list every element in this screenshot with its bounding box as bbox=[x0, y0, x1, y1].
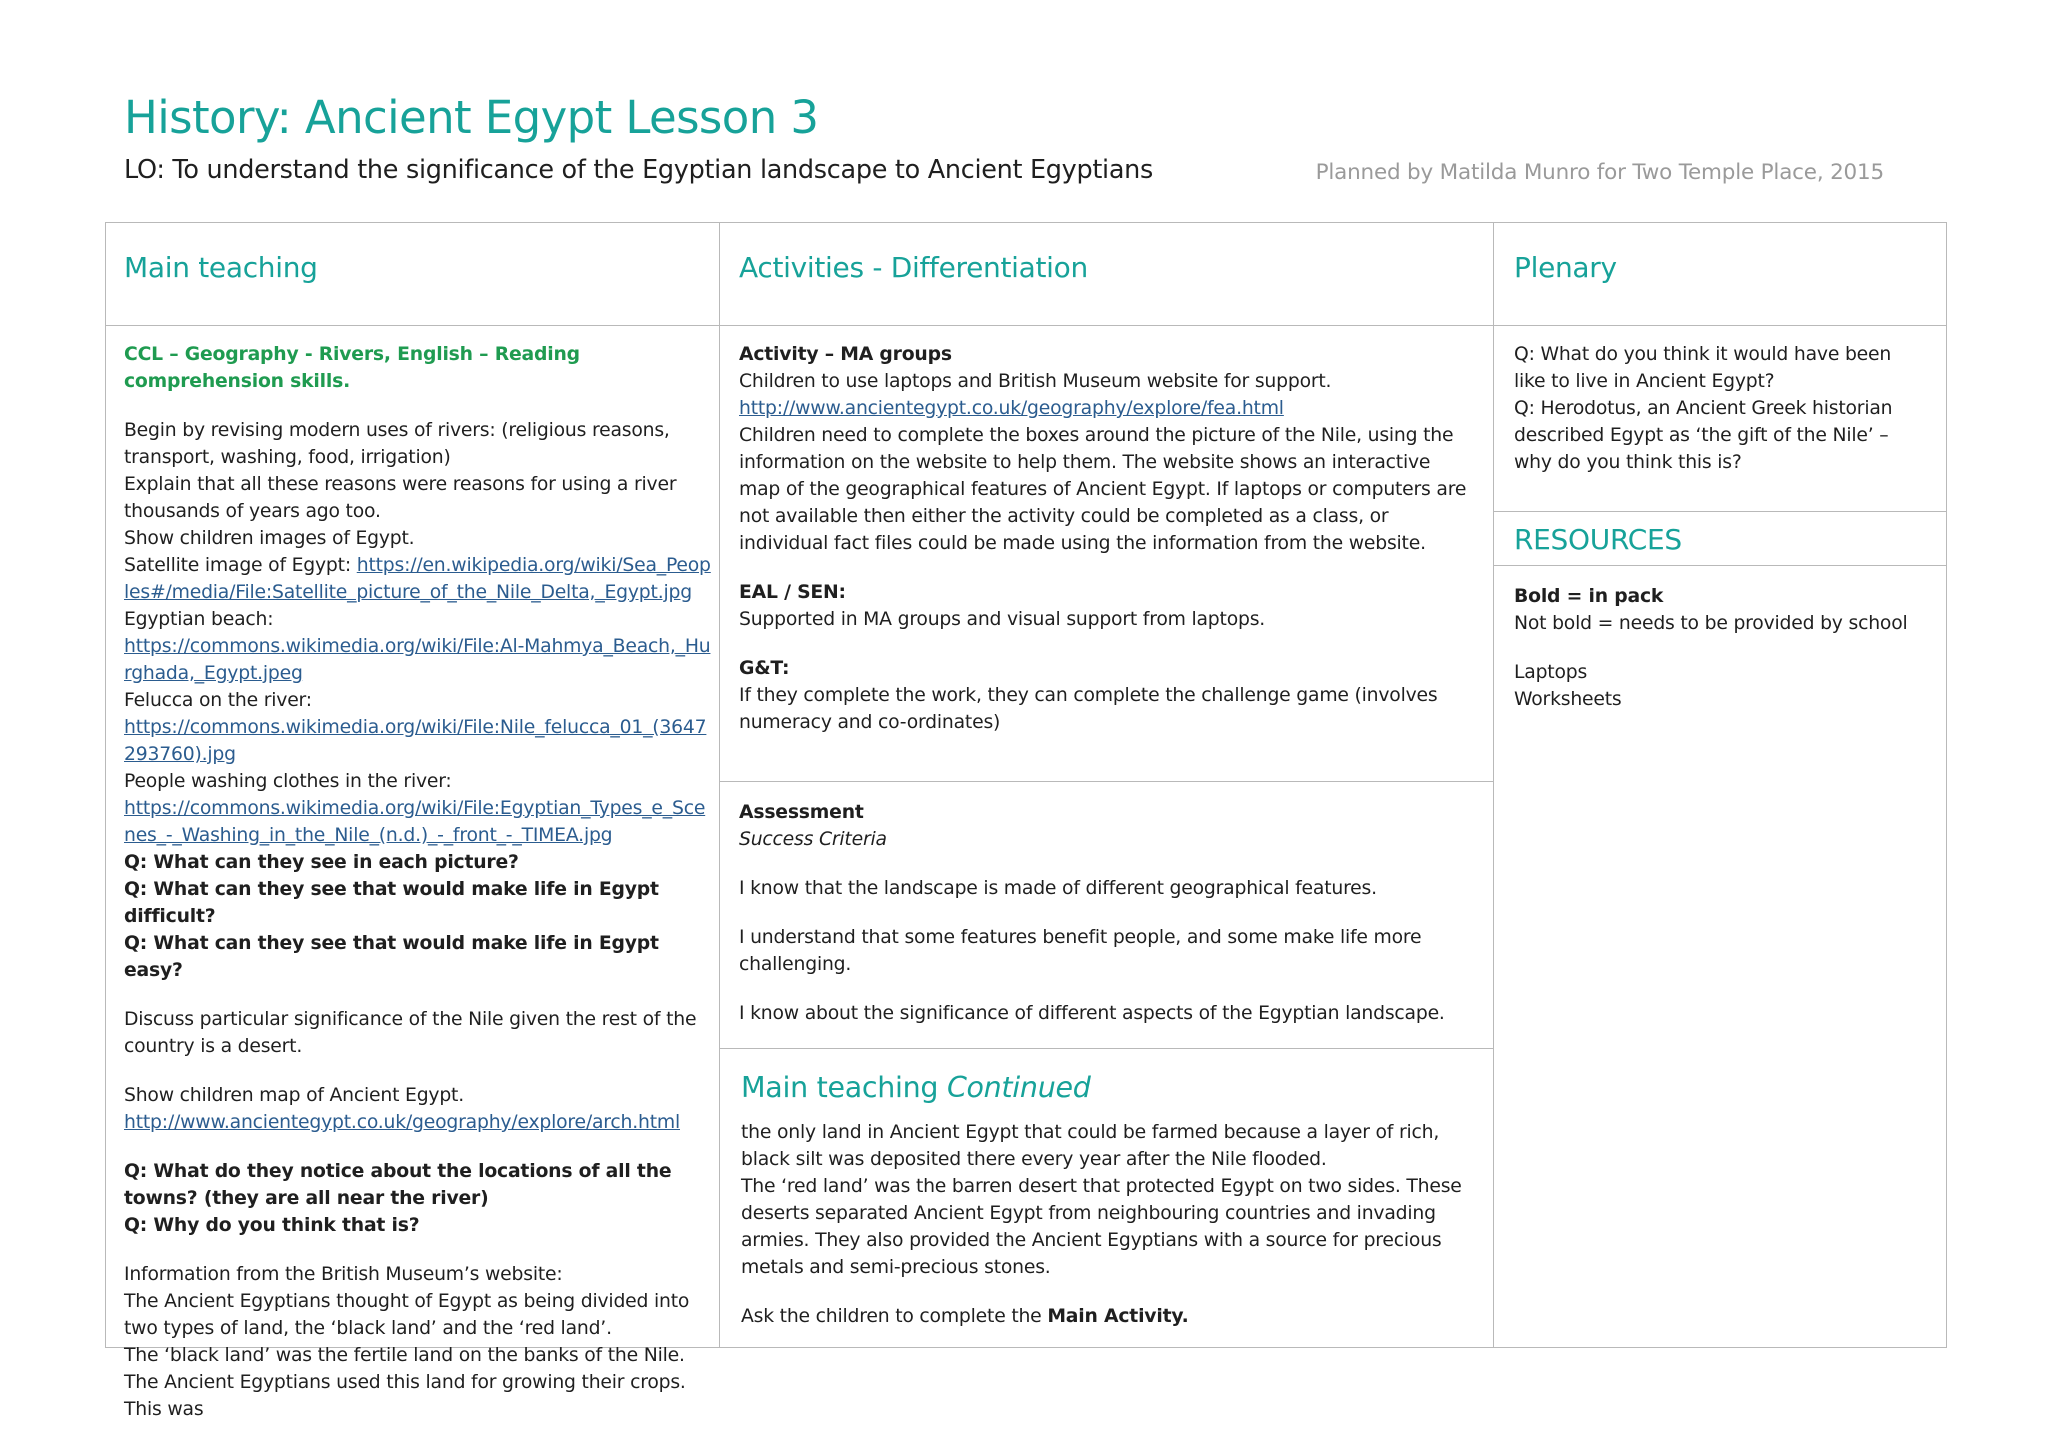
plenary-question: Q: Herodotus, an Ancient Greek historian described Egypt as ‘the gift of the Nile’ – why do you think this is? bbox=[1514, 398, 1893, 473]
resources-bottom-divider bbox=[1493, 565, 1947, 566]
main-teaching-heading: Main teaching bbox=[124, 251, 318, 284]
column-divider bbox=[719, 222, 720, 1348]
question: Q: What can they see that would make life in Egypt difficult? bbox=[124, 879, 659, 927]
continued-paragraph: The ‘red land’ was the barren desert that protected Egypt on two sides. These deserts separated Ancient Egypt from neighbouring countries and invading armies. They also provided the Ancient Egyptians with a source for precious metals and semi-precious stones. bbox=[741, 1176, 1462, 1278]
success-criteria-label: Success Criteria bbox=[739, 829, 887, 850]
question: Q: Why do you think that is? bbox=[124, 1215, 420, 1236]
main-paragraph: The ‘black land’ was the fertile land on the banks of the Nile. The Ancient Egyptians used this land for growing their crops. This was bbox=[124, 1345, 686, 1420]
continued-content bbox=[741, 1119, 1476, 1330]
continued-paragraph: Ask the children to complete the Main Activity. bbox=[741, 1306, 1189, 1327]
main-paragraph: Discuss particular significance of the Nile given the rest of the country is a desert. bbox=[124, 1009, 697, 1057]
success-criterion: I know that the landscape is made of different geographical features. bbox=[739, 878, 1377, 899]
beach-image-link[interactable]: https://commons.wikimedia.org/wiki/File:Al-Mahmya_Beach,_Hurghada,_Egypt.jpeg bbox=[124, 636, 711, 684]
activity-heading: Activity – MA groups bbox=[739, 344, 952, 365]
satellite-image-link[interactable]: https://en.wikipedia.org/wiki/Sea_Peoples#/media/File:Satellite_picture_of_the_Nile_Delta,_Egypt.jpg bbox=[124, 555, 711, 603]
main-paragraph: Information from the British Museum’s website: bbox=[124, 1264, 563, 1285]
resource-item: Laptops bbox=[1514, 662, 1588, 683]
activity-text: Children to use laptops and British Museum website for support. bbox=[739, 371, 1332, 392]
ccl-objectives: CCL – Geography - Rivers, English – Reading comprehension skills. bbox=[124, 344, 580, 392]
assessment-content bbox=[739, 799, 1474, 1027]
continued-paragraph: the only land in Ancient Egypt that could be farmed because a layer of rich, black silt was deposited there every year after the Nile flooded. bbox=[741, 1122, 1440, 1170]
column-divider bbox=[1493, 222, 1494, 1348]
main-paragraph: Show children images of Egypt. bbox=[124, 528, 415, 549]
activities-heading: Activities - Differentiation bbox=[739, 251, 1088, 284]
activity-text: Children need to complete the boxes around the picture of the Nile, using the information on the website to help them. The website shows an interactive map of the geographical features of Ancient Egypt. If laptops or computers are not available then either the activity could be completed as a class, or individual fact files could be made using the information from the website. bbox=[739, 425, 1467, 554]
resources-heading: RESOURCES bbox=[1514, 523, 1682, 556]
satellite-image-item bbox=[124, 552, 714, 606]
main-paragraph: The Ancient Egyptians thought of Egypt as being divided into two types of land, the ‘black land’ and the ‘red land’. bbox=[124, 1291, 690, 1339]
main-paragraph: Explain that all these reasons were reasons for using a river thousands of years ago too. bbox=[124, 474, 677, 522]
continued-heading: Main teaching Continued bbox=[741, 1071, 1091, 1104]
question: Q: What do they notice about the locations of all the towns? (they are all near the river) bbox=[124, 1161, 672, 1209]
learning-objective: LO: To understand the significance of the Egyptian landscape to Ancient Egyptians bbox=[124, 155, 1154, 185]
main-paragraph: Show children map of Ancient Egypt. bbox=[124, 1085, 464, 1106]
header-row-divider bbox=[105, 325, 1947, 326]
eal-text: Supported in MA groups and visual support from laptops. bbox=[739, 609, 1266, 630]
planned-by: Planned by Matilda Munro for Two Temple Place, 2015 bbox=[1315, 160, 1884, 185]
map-link[interactable]: http://www.ancientegypt.co.uk/geography/explore/arch.html bbox=[124, 1112, 680, 1133]
continued-divider bbox=[719, 1048, 1494, 1049]
satellite-label: Satellite image of Egypt: bbox=[124, 555, 357, 576]
resources-key-bold: Bold = in pack bbox=[1514, 586, 1664, 607]
felucca-label: Felucca on the river: bbox=[124, 690, 312, 711]
washing-label: People washing clothes in the river: bbox=[124, 771, 452, 792]
page-title: History: Ancient Egypt Lesson 3 bbox=[124, 91, 819, 144]
question: Q: What can they see that would make life in Egypt easy? bbox=[124, 933, 659, 981]
main-paragraph: Begin by revising modern uses of rivers: (religious reasons, transport, washing, food, irrigation) bbox=[124, 420, 670, 468]
question: Q: What can they see in each picture? bbox=[124, 852, 519, 873]
gt-heading: G&T: bbox=[739, 658, 790, 679]
eal-heading: EAL / SEN: bbox=[739, 582, 846, 603]
washing-image-link[interactable]: https://commons.wikimedia.org/wiki/File:Egyptian_Types_e_Scenes_-_Washing_in_the_Nile_(n.d.)_-_front_-_TIMEA.jpg bbox=[124, 798, 706, 846]
success-criterion: I know about the significance of different aspects of the Egyptian landscape. bbox=[739, 1003, 1445, 1024]
plenary-question: Q: What do you think it would have been like to live in Ancient Egypt? bbox=[1514, 344, 1892, 392]
activities-content bbox=[739, 341, 1474, 736]
main-teaching-content bbox=[124, 341, 714, 1423]
features-link[interactable]: http://www.ancientegypt.co.uk/geography/explore/fea.html bbox=[739, 398, 1284, 419]
assessment-heading: Assessment bbox=[739, 802, 864, 823]
success-criterion: I understand that some features benefit people, and some make life more challenging. bbox=[739, 927, 1422, 975]
beach-label: Egyptian beach: bbox=[124, 609, 274, 630]
plenary-heading: Plenary bbox=[1514, 251, 1617, 284]
resources-content bbox=[1514, 583, 1934, 713]
plenary-content bbox=[1514, 341, 1919, 476]
felucca-image-link[interactable]: https://commons.wikimedia.org/wiki/File:Nile_felucca_01_(3647293760).jpg bbox=[124, 717, 707, 765]
resource-item: Worksheets bbox=[1514, 689, 1622, 710]
resources-top-divider bbox=[1493, 511, 1947, 512]
assessment-divider bbox=[719, 781, 1494, 782]
gt-text: If they complete the work, they can complete the challenge game (involves numeracy and co-ordinates) bbox=[739, 685, 1438, 733]
resources-key-not-bold: Not bold = needs to be provided by school bbox=[1514, 613, 1908, 634]
